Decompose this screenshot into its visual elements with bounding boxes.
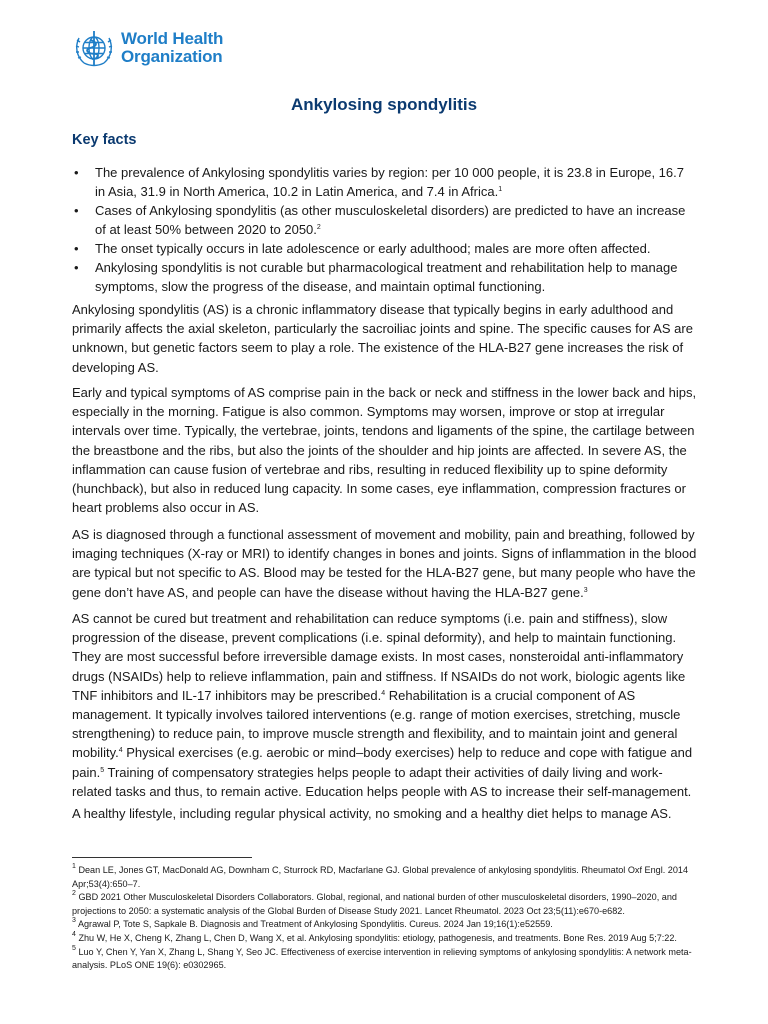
key-fact-item: [72, 258, 697, 296]
paragraph-text: Training of compensatory strategies helps people to adapt their activities of daily living and work-related tasks and thus, to remain active. Education helps people with AS to increase their self-management.: [72, 764, 692, 799]
footnote-divider: [72, 857, 252, 858]
footnote: [72, 891, 708, 918]
paragraph-text: AS is diagnosed through a functional assessment of movement and mobility, pain and breathing, followed by imaging techniques (X-ray or MRI) to identify changes in bones and joints. Signs of inflammation in the blood are typical but not specific to AS. Blood may be tested for the HLA-B27 gene, but many people who have the gene don’t have AS, and people can have the disease without having the HLA-B27 gene.: [72, 527, 697, 600]
paragraph-symptoms: Early and typical symptoms of AS comprise pain in the back or neck and stiffness in the lower back and hips, especially in the morning. Fatigue is also common. Symptoms may worsen, improve or stop at irregular intervals over time. Typically, the vertebrae, joints, tendons and ligaments of the spine, the cartilage between the breastbone and the ribs, but also the joints of the shoulder and hip joints are affected. In severe AS, the inflammation can cause fusion of vertebrae and ribs, resulting in reduced flexibility up to spine deformity (hunchback), but also in reduced lung capacity. In some cases, eye inflammation, compression fractures or heart problems also occur in AS.: [72, 385, 697, 516]
logo-line-2: Organization: [121, 47, 223, 66]
page-title: Ankylosing spondylitis: [290, 95, 478, 114]
footnote-text: Luo Y, Chen Y, Yan X, Zhang L, Shang Y, Seo JC. Effectiveness of exercise intervention in relieving symptoms of ankylosing spondylitis: A network meta-analysis. PLoS ONE 19(6): e0302965.: [72, 946, 692, 971]
paragraph-diagnosis: [72, 525, 700, 602]
key-fact-text: Cases of Ankylosing spondylitis (as other musculoskeletal disorders) are predicted to have an increase of at least 50% between 2020 to 2050.: [95, 203, 686, 237]
key-fact-item: [72, 163, 697, 201]
footnote-number: 1: [72, 863, 76, 870]
key-fact-item: [72, 239, 697, 258]
footnote-number: 3: [72, 917, 76, 925]
footnotes: [72, 864, 708, 973]
footnote-ref: 5: [100, 766, 105, 774]
who-wordmark: [121, 30, 223, 66]
footnote: [72, 946, 708, 973]
footnote: [72, 932, 708, 946]
key-fact-text: The onset typically occurs in late adolescence or early adulthood; males are more often affected.: [95, 241, 651, 256]
footnote-ref: 1: [498, 186, 503, 193]
who-logo: [72, 26, 223, 70]
footnote-ref: 4: [118, 747, 123, 755]
footnote-number: 2: [72, 890, 76, 898]
footnote-ref: 2: [316, 224, 321, 231]
paragraph-lifestyle: A healthy lifestyle, including regular physical activity, no smoking and a healthy diet helps to manage AS.: [72, 806, 672, 821]
footnote-number: 4: [72, 930, 76, 938]
paragraph-treatment: [72, 609, 700, 801]
footnote: [72, 864, 708, 891]
footnote-ref: 3: [583, 586, 588, 594]
key-facts-heading: Key facts: [72, 132, 137, 148]
footnote-number: 5: [72, 944, 76, 952]
footnote-ref: 4: [381, 689, 386, 697]
footnote-text: Dean LE, Jones GT, MacDonald AG, Downham C, Sturrock RD, Macfarlane GJ. Global prevalence of ankylosing spondylitis. Rheumatol Oxf Engl. 2014 Apr;53(4):650–7.: [72, 865, 689, 889]
key-fact-item: [72, 201, 697, 239]
key-facts-list: [72, 163, 697, 296]
footnote: [72, 918, 708, 932]
paragraph-text: AS cannot be cured but treatment and rehabilitation can reduce symptoms (i.e. pain and stiffness), slow progression of the disease, prevent complications (i.e. spinal deformity), and help to maintain functioning. They are most successful before irreversible damage exists. In most cases, nonsteroidal anti-inflammatory drugs (NSAIDs) help to relieve inflammation, pain and stiffness. If NSAIDs do not work, biologic agents like TNF inhibitors and IL-17 inhibitors may be prescribed.: [72, 611, 686, 703]
key-fact-text: Ankylosing spondylitis is not curable but pharmacological treatment and rehabilitation help to manage symptoms, slow the progress of the disease, and maintain optimal functioning.: [95, 260, 678, 294]
footnote-text: Zhu W, He X, Cheng K, Zhang L, Chen D, Wang X, et al. Ankylosing spondylitis: etiology, pathogenesis, and treatments. Bone Res. 2019 Aug 5;7:22.: [78, 932, 677, 943]
paragraph-text: Rehabilitation is a crucial component of AS management. It typically involves tailored interventions (e.g. range of motion exercises, stretching, muscle strengthening) to reduce pain, to improve muscle strength and flexibility, and to maintain joint and general mobility.: [72, 687, 681, 761]
logo-line-1: World Health: [121, 29, 224, 48]
key-fact-text: The prevalence of Ankylosing spondylitis varies by region: per 10 000 people, it is 23.8 in Europe, 16.7 in Asia, 31.9 in North America, 10.2 in Latin America, and 7.4 in Africa.: [95, 165, 684, 199]
paragraph-definition: Ankylosing spondylitis (AS) is a chronic inflammatory disease that typically begins in early adulthood and primarily affects the axial skeleton, particularly the sacroiliac joints and spine. The specific causes for AS are unknown, but genetic factors seem to play a role. The existence of the HLA-B27 gene increases the risk of developing AS.: [72, 302, 693, 375]
who-emblem-icon: [72, 26, 116, 70]
footnote-text: Agrawal P, Tote S, Sapkale B. Diagnosis and Treatment of Ankylosing Spondylitis. Cureus. 2024 Jan 19;16(1):e52559.: [77, 919, 553, 930]
footnote-text: GBD 2021 Other Musculoskeletal Disorders Collaborators. Global, regional, and national burden of other musculoskeletal disorders, 1990–2020, and projections to 2050: a systematic analysis of the Global Burden of Disease Study 2021. Lancet Rheumatol. 2023 Oct 23;5(11):e670-e682.: [72, 892, 677, 916]
paragraph-text: Physical exercises (e.g. aerobic or mind–body exercises) help to reduce and cope with fatigue and pain.: [72, 745, 693, 780]
